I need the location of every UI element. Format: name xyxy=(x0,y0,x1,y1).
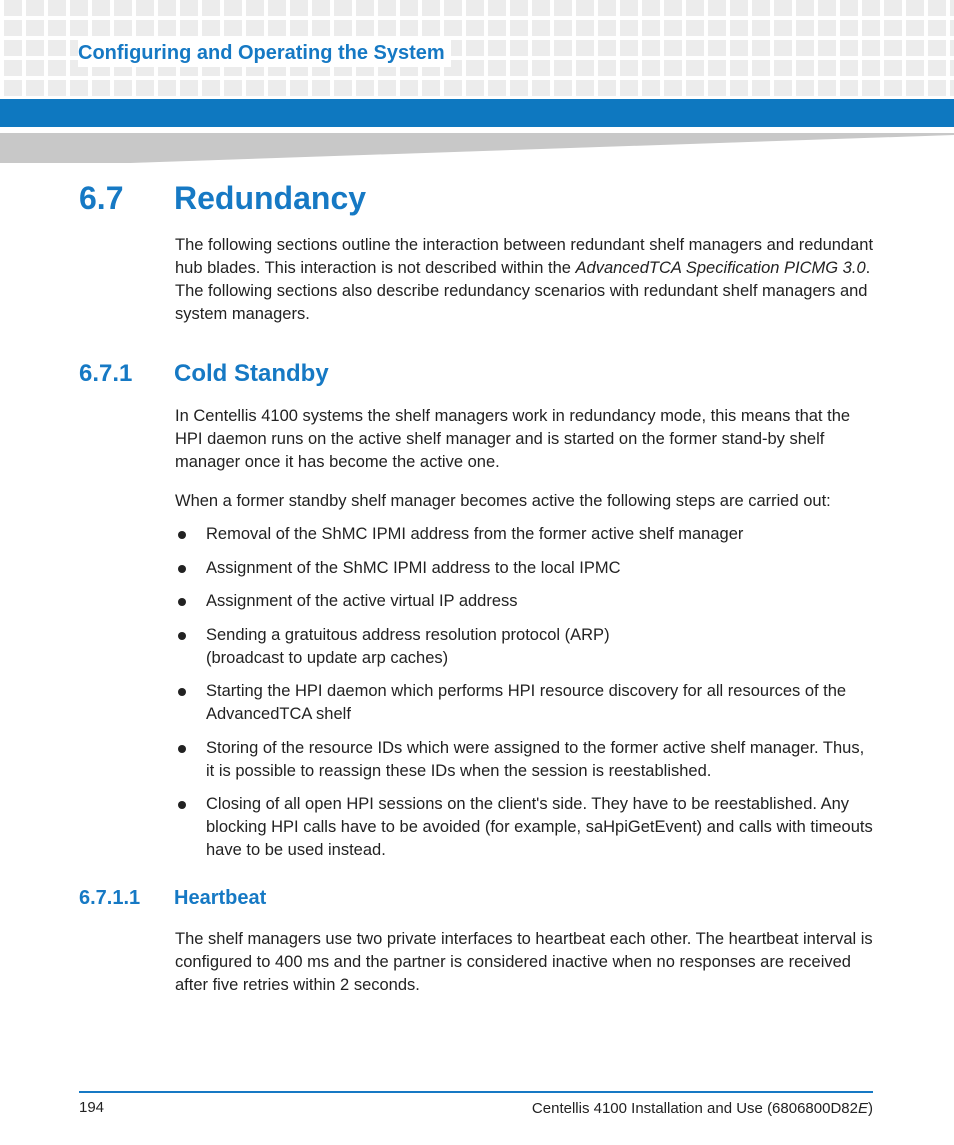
steps-list xyxy=(175,523,875,873)
subsection-title: Cold Standby xyxy=(174,360,329,387)
intro-text-1: The following sections outline the interaction between redundant shelf managers and redundant hub blades. This interaction is not described within the xyxy=(175,236,874,277)
list-item xyxy=(175,793,875,862)
section-intro-paragraph xyxy=(175,234,875,326)
subsubsection-number: 6.7.1.1 xyxy=(79,887,141,909)
intro-spec-name: AdvancedTCA Specification PICMG 3.0 xyxy=(575,259,866,277)
heartbeat-paragraph: The shelf managers use two private interfaces to heartbeat each other. The heartbeat interval is configured to 400 ms and the partner is considered inactive when no responses are received after five retries within 2 seconds. xyxy=(175,930,873,994)
list-item xyxy=(175,737,875,783)
section-title: Redundancy xyxy=(174,180,367,216)
list-item-text: Assignment of the ShMC IPMI address to the local IPMC xyxy=(206,558,621,577)
section-number: 6.7 xyxy=(79,180,124,216)
bullet-icon xyxy=(178,565,186,573)
subsubsection-title: Heartbeat xyxy=(174,887,267,909)
doc-title-text: Centellis 4100 Installation and Use (6806800D82 xyxy=(531,1100,858,1117)
bullet-icon xyxy=(178,632,186,640)
bullet-icon xyxy=(178,531,186,539)
bullet-icon xyxy=(178,688,186,696)
intro-text-2: . The following sections also describe redundancy scenarios with redundant shelf managers and system managers. xyxy=(175,259,871,323)
subsubsection-heading xyxy=(79,887,266,910)
header-blue-bar xyxy=(0,99,954,127)
chapter-title: Configuring and Operating the System xyxy=(78,40,451,67)
document-title xyxy=(532,1100,873,1117)
list-item xyxy=(175,624,875,670)
list-item xyxy=(175,590,875,613)
list-item xyxy=(175,523,875,546)
bullet-icon xyxy=(178,745,186,753)
list-item-text: Starting the HPI daemon which performs HPI resource discovery for all resources of the AdvancedTCA shelf xyxy=(206,682,847,723)
steps-intro-paragraph: When a former standby shelf manager becomes active the following steps are carried out: xyxy=(175,492,831,510)
para1-prefix: In xyxy=(175,407,194,425)
subsection-number: 6.7.1 xyxy=(79,360,133,387)
para1-suffix: systems the shelf managers work in redundancy mode, this means that the HPI daemon runs on the active shelf manager and is started on the former stand-by shelf manager once it has become the active one. xyxy=(175,407,851,471)
list-item xyxy=(175,557,875,580)
list-item-text: Assignment of the active virtual IP address xyxy=(206,592,518,610)
product-name: Centellis 4100 xyxy=(193,407,298,425)
list-item-text: Storing of the resource IDs which were assigned to the former active shelf manager. Thus, it is possible to reassign these IDs when the session is reestablished. xyxy=(206,738,865,780)
list-item-text: Removal of the ShMC IPMI address from the former active shelf manager xyxy=(206,525,744,543)
bullet-icon xyxy=(178,801,186,809)
doc-title-close: ) xyxy=(868,1100,873,1117)
list-item xyxy=(175,680,875,726)
bullet-icon xyxy=(178,598,186,606)
list-item-text: Sending a gratuitous address resolution protocol (ARP) xyxy=(206,625,610,644)
subsection-heading xyxy=(79,360,329,388)
footer-divider xyxy=(79,1091,873,1093)
page-number: 194 xyxy=(79,1099,105,1116)
header-gray-wedge xyxy=(0,133,954,163)
list-item-text-continued: (broadcast to update arp caches) xyxy=(206,648,449,667)
cold-standby-paragraph xyxy=(175,405,875,474)
list-item-text: Closing of all open HPI sessions on the client's side. They have to be reestablished. Any blocking HPI calls have to be avoided (for example, saHpiGetEvent) and calls with timeouts have to be used instead. xyxy=(206,795,873,859)
section-heading xyxy=(79,180,366,217)
doc-title-revision: E xyxy=(857,1100,868,1117)
